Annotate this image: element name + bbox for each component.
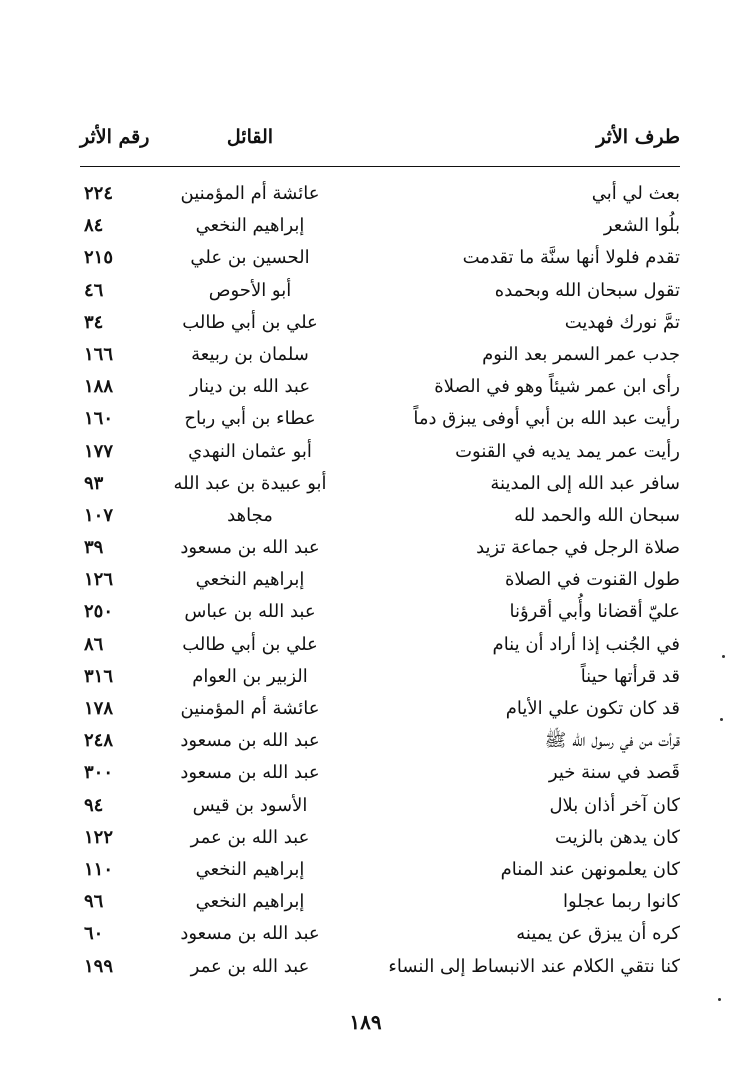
row-number: ١٧٧	[84, 440, 114, 462]
row-narrator: عطاء بن أبي رباح	[184, 408, 316, 430]
table-row	[80, 307, 680, 339]
row-number: ٩٣	[84, 472, 104, 494]
header-number: رقم الأثر	[80, 126, 150, 148]
row-number: ٢١٥	[84, 247, 114, 269]
header-narrator: القائل	[226, 126, 274, 148]
row-narrator: أبو الأحوص	[208, 279, 292, 301]
row-narrator: إبراهيم النخعي	[195, 569, 305, 591]
table-row	[80, 757, 680, 789]
table-row	[80, 564, 680, 596]
row-number: ٨٤	[84, 215, 104, 237]
row-topic: كان يعلمونهن عند المنام	[500, 858, 680, 880]
row-topic: تقدم فلولا أنها سنَّة ما تقدمت	[462, 247, 680, 269]
row-topic: تقول سبحان الله وبحمده	[494, 279, 680, 301]
row-narrator: عبد الله بن مسعود	[180, 537, 320, 559]
row-topic: سافر عبد الله إلى المدينة	[490, 472, 680, 494]
row-number: ١١٠	[84, 858, 114, 880]
row-topic: كان آخر أذان بلال	[549, 794, 680, 816]
row-narrator: عبد الله بن عمر	[190, 955, 310, 977]
row-topic: قرأت من في رسول الله ﷺ	[544, 730, 680, 752]
row-topic: رأى ابن عمر شيئاً وهو في الصلاة	[434, 376, 680, 398]
row-narrator: أبو عثمان النهدي	[188, 440, 312, 462]
row-topic: رأيت عمر يمد يديه في القنوت	[455, 440, 680, 462]
row-narrator: عبد الله بن مسعود	[180, 730, 320, 752]
row-narrator: مجاهد	[227, 504, 273, 526]
table-row	[80, 886, 680, 918]
table-row	[80, 468, 680, 500]
table-row	[80, 532, 680, 564]
row-narrator: الزبير بن العوام	[192, 665, 308, 687]
table-row	[80, 596, 680, 628]
row-number: ١٢٢	[84, 826, 114, 848]
row-topic: جدب عمر السمر بعد النوم	[482, 343, 680, 365]
table-row	[80, 693, 680, 725]
table-row	[80, 629, 680, 661]
row-topic: كره أن يبزق عن يمينه	[516, 923, 680, 945]
row-topic: في الجُنب إذا أراد أن ينام	[492, 633, 680, 655]
row-narrator: عبد الله بن عباس	[184, 601, 316, 623]
row-topic: رأيت عبد الله بن أبي أوفى يبزق دماً	[413, 408, 680, 430]
row-topic: كان يدهن بالزيت	[555, 826, 680, 848]
row-narrator: عائشة أم المؤمنين	[180, 183, 320, 204]
row-number: ٨٦	[84, 633, 104, 655]
row-narrator: الحسين بن علي	[190, 247, 310, 269]
row-topic: تمَّ نورك فهديت	[564, 311, 680, 333]
row-number: ١٧٨	[84, 698, 114, 719]
row-number: ١٩٩	[84, 955, 114, 977]
row-number: ٣٩	[84, 537, 104, 559]
row-narrator: عائشة أم المؤمنين	[180, 698, 320, 719]
table-row	[80, 951, 680, 983]
row-number: ٢٢٤	[84, 183, 114, 204]
row-topic: عليّ أقضانا وأُبي أقرؤنا	[509, 601, 680, 623]
row-topic: سبحان الله والحمد لله	[514, 504, 680, 526]
row-number: ٢٤٨	[84, 730, 114, 752]
scan-speck	[720, 718, 723, 721]
scan-speck	[718, 998, 721, 1001]
table-row	[80, 436, 680, 468]
table-body	[80, 178, 680, 983]
row-narrator: سلمان بن ربيعة	[191, 343, 309, 365]
row-number: ٩٤	[84, 794, 104, 816]
row-narrator: إبراهيم النخعي	[195, 858, 305, 880]
row-number: ٣٠٠	[84, 762, 114, 784]
table-row	[80, 371, 680, 403]
table-row	[80, 822, 680, 854]
table-row	[80, 790, 680, 822]
row-narrator: إبراهيم النخعي	[195, 891, 305, 913]
table-row	[80, 178, 680, 210]
table-row	[80, 725, 680, 757]
table-row	[80, 403, 680, 435]
row-narrator: الأسود بن قيس	[192, 794, 308, 816]
row-narrator: علي بن أبي طالب	[182, 633, 318, 655]
row-topic: قَصد في سنة خير	[548, 762, 680, 784]
table-row	[80, 661, 680, 693]
row-number: ٩٦	[84, 891, 104, 913]
row-number: ٢٥٠	[84, 601, 114, 623]
row-number: ٣١٦	[84, 665, 114, 687]
row-topic: كانوا ربما عجلوا	[562, 891, 680, 913]
row-topic: بعث لي أبي	[591, 183, 680, 204]
row-number: ١٨٨	[84, 376, 114, 398]
table-row	[80, 275, 680, 307]
row-topic: قد كان تكون علي الأيام	[505, 698, 680, 719]
table-row	[80, 210, 680, 242]
row-topic: صلاة الرجل في جماعة تزيد	[476, 537, 680, 559]
row-topic: قد قرأتها حيناً	[580, 665, 680, 687]
row-topic: كنا نتقي الكلام عند الانبساط إلى النساء	[388, 955, 680, 977]
row-narrator: علي بن أبي طالب	[182, 311, 318, 333]
row-number: ٦٠	[84, 923, 104, 945]
row-topic: بلُوا الشعر	[603, 215, 680, 237]
header-divider	[80, 166, 680, 167]
row-number: ١٦٦	[84, 343, 114, 365]
row-narrator: عبد الله بن مسعود	[180, 923, 320, 945]
row-number: ١٦٠	[84, 408, 114, 430]
header-topic: طرف الأثر	[596, 126, 680, 148]
row-narrator: عبد الله بن عمر	[190, 826, 310, 848]
page-number: ١٨٩	[349, 1010, 382, 1034]
table-row	[80, 339, 680, 371]
table-header	[80, 126, 680, 158]
row-topic: طول القنوت في الصلاة	[504, 569, 680, 591]
scan-speck	[722, 655, 725, 658]
row-number: ٣٤	[84, 311, 104, 333]
table-row	[80, 500, 680, 532]
row-narrator: إبراهيم النخعي	[195, 215, 305, 237]
table-row	[80, 854, 680, 886]
row-number: ١٢٦	[84, 569, 114, 591]
row-narrator: عبد الله بن مسعود	[180, 762, 320, 784]
table-row	[80, 918, 680, 950]
row-number: ١٠٧	[84, 504, 114, 526]
row-narrator: أبو عبيدة بن عبد الله	[173, 472, 327, 494]
row-number: ٤٦	[84, 279, 104, 301]
table-row	[80, 242, 680, 274]
row-narrator: عبد الله بن دينار	[189, 376, 311, 398]
